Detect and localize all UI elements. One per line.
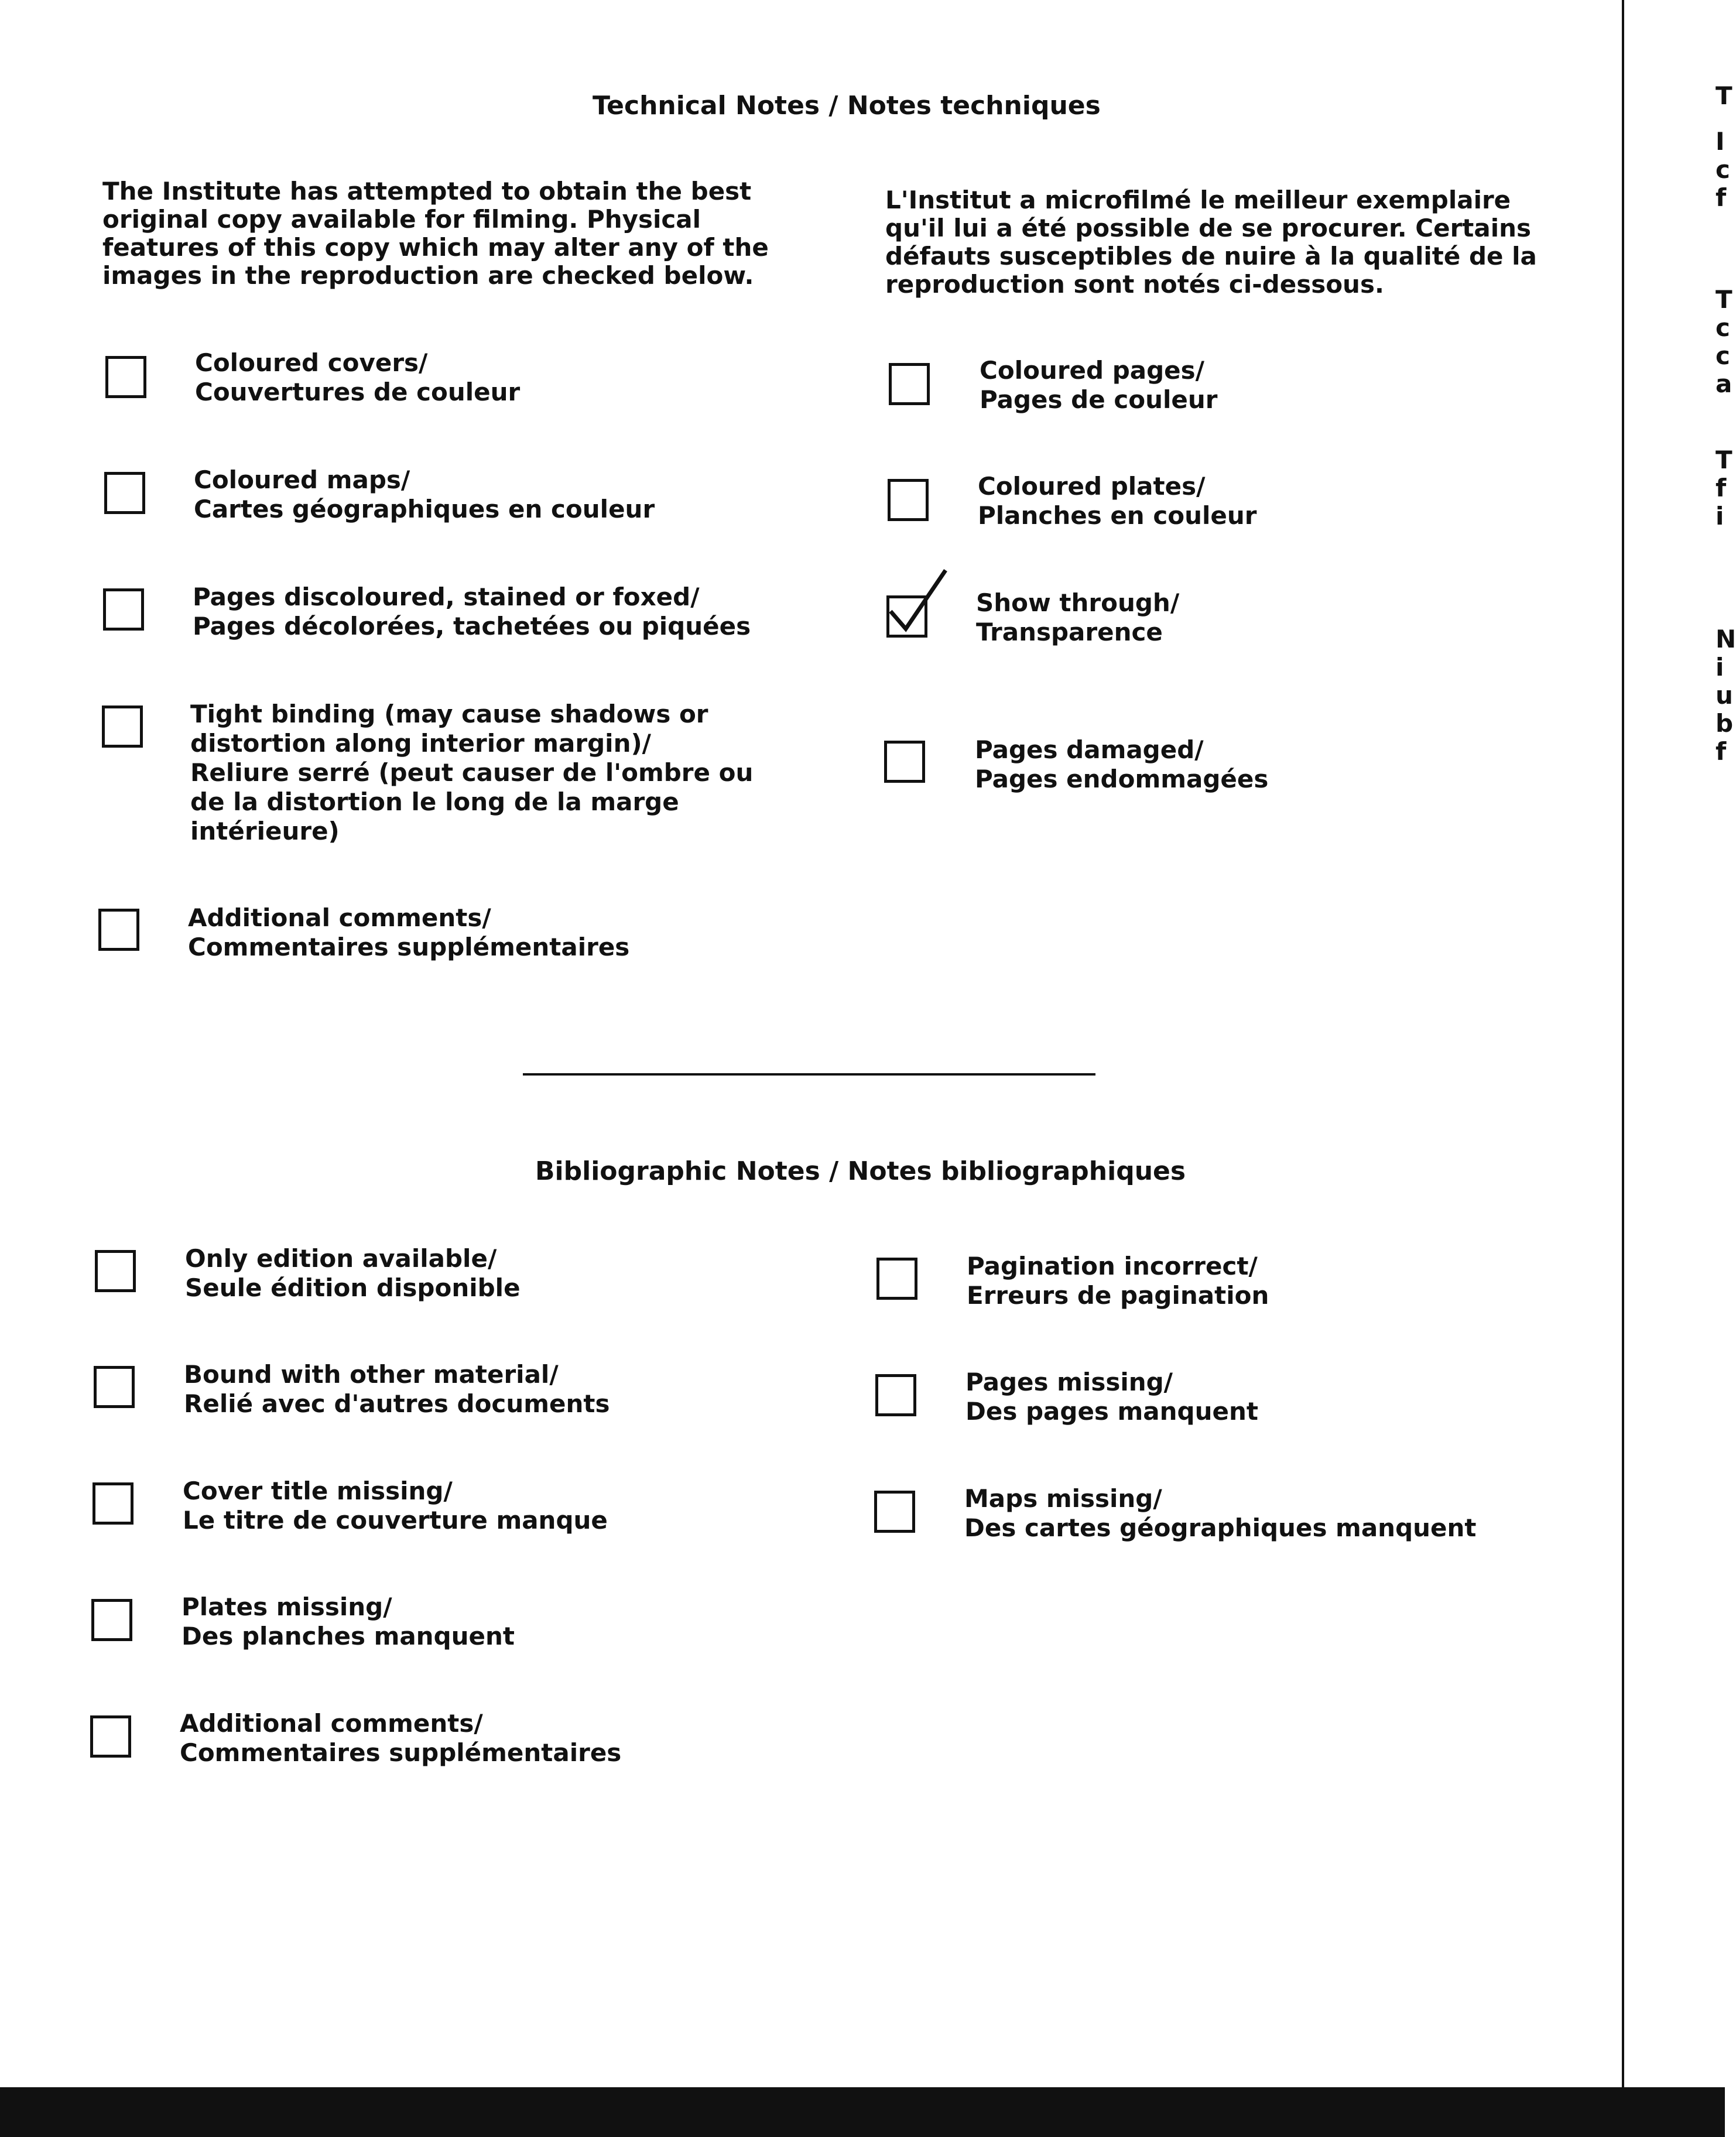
film-edge-bar <box>0 2087 1725 2137</box>
coloured-plates-label <box>978 472 1256 530</box>
label-line: de la distortion le long de la marge <box>190 787 679 816</box>
margin-fragment: u <box>1716 681 1733 710</box>
margin-fragment: c <box>1716 155 1730 184</box>
margin-fragment: i <box>1716 653 1724 681</box>
label-line: Coloured covers/ <box>195 348 428 377</box>
label-line: Relié avec d'autres documents <box>184 1389 610 1418</box>
pages-damaged-checkbox[interactable] <box>884 741 925 783</box>
margin-fragment: T <box>1716 81 1732 110</box>
intro-line: images in the reproduction are checked below. <box>102 261 754 290</box>
bound-with-checkbox[interactable] <box>94 1366 135 1408</box>
only-edition-checkbox[interactable] <box>95 1250 136 1292</box>
label-line: Cartes géographiques en couleur <box>194 495 655 523</box>
margin-fragment: T <box>1716 446 1732 474</box>
intro-line: qu'il lui a été possible de se procurer. Certains <box>885 214 1532 242</box>
intro-french <box>885 186 1537 299</box>
label-line: Cover title missing/ <box>183 1477 453 1505</box>
margin-fragment: f <box>1716 183 1727 212</box>
label-line: Show through/ <box>976 588 1180 617</box>
label-line: Commentaires supplémentaires <box>188 933 630 961</box>
bound-with-label <box>184 1360 610 1419</box>
show-through-checkbox[interactable] <box>886 595 927 638</box>
label-line: Pages endommagées <box>975 765 1269 793</box>
technical-notes-heading: Technical Notes / Notes techniques <box>593 91 1101 121</box>
label-line: Tight binding (may cause shadows or <box>190 700 708 728</box>
label-line: Maps missing/ <box>964 1484 1162 1513</box>
tight-binding-checkbox[interactable] <box>102 706 143 748</box>
pages-missing-label <box>965 1368 1258 1426</box>
margin-fragment: a <box>1716 369 1732 398</box>
label-line: distortion along interior margin)/ <box>190 729 652 758</box>
intro-line: reproduction sont notés ci-dessous. <box>885 270 1384 299</box>
pages-missing-checkbox[interactable] <box>875 1374 916 1416</box>
margin-fragment: f <box>1716 737 1727 766</box>
checkmark-icon <box>885 566 949 636</box>
label-line: Pages de couleur <box>980 385 1218 414</box>
pages-discoloured-checkbox[interactable] <box>103 588 144 631</box>
pagination-incorrect-label <box>967 1252 1269 1310</box>
label-line: Coloured plates/ <box>978 472 1206 501</box>
coloured-covers-checkbox[interactable] <box>105 356 146 398</box>
additional-comments-technical-checkbox[interactable] <box>98 909 139 951</box>
label-line: Couvertures de couleur <box>195 378 521 406</box>
label-line: Reliure serré (peut causer de l'ombre ou <box>190 758 754 787</box>
intro-line: features of this copy which may alter any of the <box>102 233 769 262</box>
pages-discoloured-label <box>193 583 751 641</box>
coloured-plates-checkbox[interactable] <box>888 479 929 521</box>
label-line: Additional comments/ <box>180 1709 483 1738</box>
coloured-pages-label <box>980 356 1218 415</box>
pagination-incorrect-checkbox[interactable] <box>876 1258 917 1300</box>
intro-line: L'Institut a microfilmé le meilleur exemplaire <box>885 186 1511 214</box>
margin-fragment: c <box>1716 313 1730 342</box>
label-line: Des planches manquent <box>182 1622 515 1650</box>
label-line: Des pages manquent <box>965 1397 1258 1426</box>
intro-line: défauts susceptibles de nuire à la qualité de la <box>885 242 1537 270</box>
margin-fragment: b <box>1716 709 1734 738</box>
label-line: Pages discoloured, stained or foxed/ <box>193 583 700 611</box>
intro-line: The Institute has attempted to obtain the best <box>102 177 752 206</box>
label-line: Erreurs de pagination <box>967 1281 1269 1310</box>
margin-fragment: I <box>1716 127 1725 156</box>
additional-comments-bibliographic-checkbox[interactable] <box>90 1715 131 1758</box>
label-line: Des cartes géographiques manquent <box>964 1513 1477 1542</box>
label-line: Pages damaged/ <box>975 735 1204 764</box>
pages-damaged-label <box>975 735 1268 794</box>
label-line: Pagination incorrect/ <box>967 1252 1258 1280</box>
label-line: Bound with other material/ <box>184 1360 559 1389</box>
coloured-maps-label <box>194 465 655 524</box>
label-line: Coloured maps/ <box>194 465 410 494</box>
plates-missing-label <box>182 1593 515 1651</box>
label-line: Planches en couleur <box>978 501 1257 530</box>
label-line: Plates missing/ <box>182 1593 392 1621</box>
label-line: Pages décolorées, tachetées ou piquées <box>193 612 751 641</box>
only-edition-label <box>185 1244 521 1303</box>
intro-line: original copy available for filming. Physical <box>102 205 701 234</box>
coloured-maps-checkbox[interactable] <box>104 472 145 514</box>
margin-fragment: N <box>1716 625 1736 653</box>
coloured-pages-checkbox[interactable] <box>889 363 930 405</box>
cover-title-missing-label <box>183 1477 608 1535</box>
show-through-label <box>976 588 1179 647</box>
bibliographic-notes-heading: Bibliographic Notes / Notes bibliographiques <box>535 1156 1186 1186</box>
margin-fragment: c <box>1716 341 1730 370</box>
section-divider <box>523 1073 1095 1076</box>
page-edge-line <box>1622 0 1624 2087</box>
intro-english <box>102 177 769 290</box>
margin-fragment: f <box>1716 474 1727 502</box>
tight-binding-label <box>190 700 753 846</box>
maps-missing-label <box>964 1484 1477 1543</box>
margin-fragment: i <box>1716 502 1724 530</box>
margin-fragment: T <box>1716 285 1732 314</box>
additional-comments-bibliographic-label <box>180 1709 621 1768</box>
label-line: Only edition available/ <box>185 1244 497 1273</box>
coloured-covers-label <box>195 348 520 407</box>
label-line: intérieure) <box>190 817 340 845</box>
label-line: Additional comments/ <box>188 903 491 932</box>
label-line: Seule édition disponible <box>185 1273 521 1302</box>
cover-title-missing-checkbox[interactable] <box>93 1482 133 1525</box>
plates-missing-checkbox[interactable] <box>91 1599 132 1641</box>
label-line: Commentaires supplémentaires <box>180 1738 622 1767</box>
label-line: Le titre de couverture manque <box>183 1506 608 1535</box>
label-line: Transparence <box>976 618 1163 646</box>
label-line: Pages missing/ <box>965 1368 1173 1396</box>
maps-missing-checkbox[interactable] <box>874 1491 915 1533</box>
additional-comments-technical-label <box>188 903 629 962</box>
label-line: Coloured pages/ <box>980 356 1205 385</box>
